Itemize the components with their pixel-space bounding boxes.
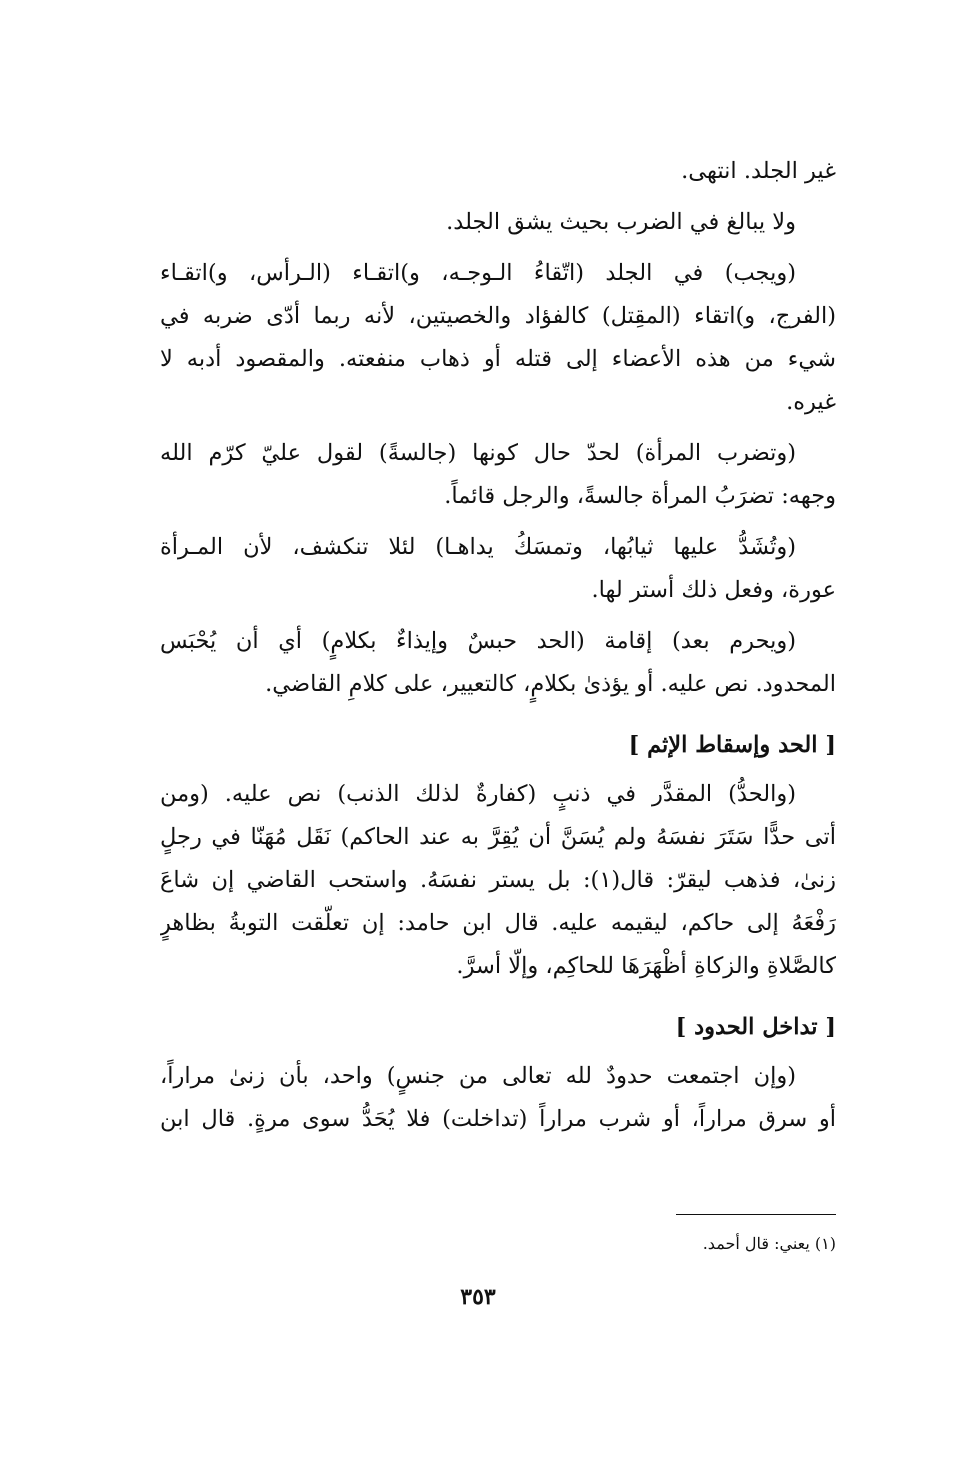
- page-number: ٣٥٣: [460, 1284, 496, 1310]
- text-line: (وتضرب المرأة) لحدّ حال كونها (جالسةً) لقول عليّ كرّم الله: [160, 440, 796, 466]
- text-line: ولا يبالغ في الضرب بحيث يشق الجلد.: [446, 209, 796, 235]
- paragraph: [160, 432, 836, 518]
- text-line: وجهه: تضرَبُ المرأة جالسةً، والرجل قائماً.: [444, 483, 836, 509]
- paragraph: [160, 150, 836, 193]
- text-line: أتى حدًّا سَتَرَ نفسَهُ ولم يُسَنَّ أن يُقِرَّ به عند الحاكم) نَقَل مُهَنّا في رجلٍ: [160, 824, 836, 850]
- text-line: (ويحرم بعد) إقامة (الحد حبسٌ وإيذاءٌ بكلامٍ) أي أن يُحْبَس: [160, 628, 796, 654]
- text-line: رَفْعَهُ إلى حاكم، ليقيمه عليه. قال ابن حامد: إن تعلّقت التوبةُ بظاهرٍ: [160, 910, 836, 936]
- text-line: المحدود. نص عليه. أو يؤذىٰ بكلامٍ، كالتعيير، على كلامِ القاضي.: [265, 671, 836, 697]
- text-line: (الفرج، و)اتقاء (المقِتل) كالفؤاد والخصيتين، لأنه ربما أدّى ضربه في: [160, 303, 836, 329]
- section-heading: [ تداخل الحدود ]: [675, 1014, 836, 1040]
- paragraph: [160, 1055, 836, 1141]
- text-line: (ويجب) في الجلد (اتّقاءُ الـوجـه، و)اتقـاء (الـرأس، و)اتقـاء: [160, 260, 796, 286]
- footnote-divider: [676, 1214, 836, 1215]
- text-line: كالصَّلاةِ والزكاةِ أظْهَرَهَا للحاكِم، وإلّا أسرَّ.: [456, 953, 836, 979]
- paragraph: [160, 773, 836, 988]
- text-line: عورة، وفعل ذلك أستر لها.: [591, 577, 836, 603]
- footnote: (١) يعني: قال أحمد.: [702, 1234, 836, 1253]
- paragraph: [160, 620, 836, 706]
- paragraph: [160, 252, 836, 424]
- text-line: غيره.: [786, 389, 836, 415]
- page-body: [160, 150, 836, 1149]
- text-line: زنىٰ، فذهب ليقرّ: قال(١): بل يستر نفسَهُ. واستحب القاضي إن شاعَ: [160, 867, 836, 893]
- paragraph: [160, 526, 836, 612]
- text-line: (وإن اجتمعت حدودٌ لله تعالى من جنسٍ) واحد، بأن زنىٰ مراراً،: [160, 1063, 796, 1089]
- paragraph: [160, 201, 836, 244]
- text-line: أو سرق مراراً، أو شرب مراراً (تداخلت) فلا يُحَدُّ سوى مرةٍ. قال ابن: [160, 1106, 836, 1132]
- section-heading: [ الحد وإسقاط الإثم ]: [628, 732, 836, 758]
- text-line: غير الجلد. انتهى.: [681, 158, 836, 184]
- text-line: شيء من هذه الأعضاء إلى قتله أو ذهاب منفعته. والمقصود أدبه لا: [160, 346, 836, 372]
- text-line: (وتُشَدُّ عليها ثيابُها، وتمسَكُ يداهـا) لئلا تنكشف، لأن المـرأة: [160, 534, 796, 560]
- text-line: (والحدُّ) المقدَّر في ذنبٍ (كفارةٌ لذلك الذنب) نص عليه. (ومن: [160, 781, 796, 807]
